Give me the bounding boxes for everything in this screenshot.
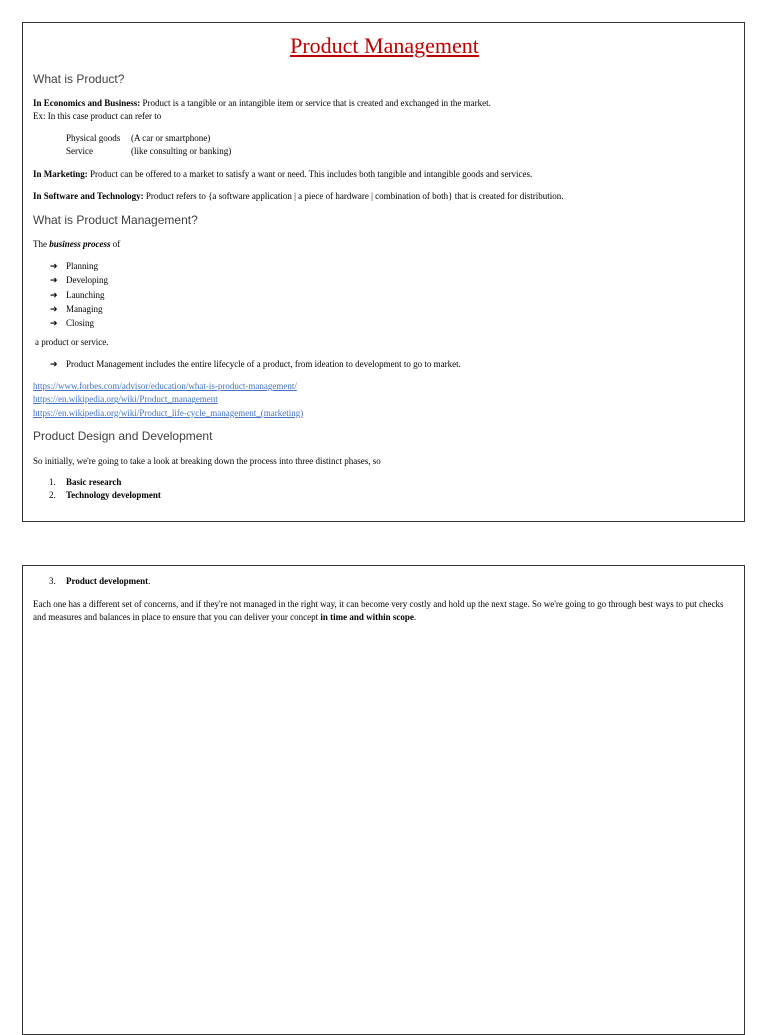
document-title: Product Management <box>290 33 479 58</box>
list-number: 1. <box>49 477 56 487</box>
right-arrow-icon: ➔ <box>50 304 58 315</box>
goods-desc: (A car or smartphone) <box>131 133 211 143</box>
marketing-text: Product can be offered to a market to satisfy a want or need. This includes both tangible and intangible goods and services. <box>87 169 533 179</box>
goods-term: Physical goods <box>66 133 121 143</box>
list-item <box>50 317 108 331</box>
goods-list <box>66 132 231 159</box>
list-item <box>50 289 108 303</box>
pm-note <box>50 358 461 372</box>
phase-end: . <box>148 576 151 586</box>
list-item <box>49 575 150 588</box>
economics-text: Product is a tangible or an intangible item or service that is created and exchanged in the market. <box>140 98 491 108</box>
right-arrow-icon: ➔ <box>50 290 58 301</box>
concerns-bold: in time and within scope <box>320 612 414 623</box>
goods-item <box>66 145 231 158</box>
marketing-label: In Marketing: <box>33 169 88 179</box>
process-step: Closing <box>66 318 95 329</box>
paragraph-marketing <box>33 168 532 181</box>
product-or-service-text: a product or service. <box>35 337 109 347</box>
list-number: 3. <box>49 576 56 586</box>
process-step: Managing <box>66 303 103 314</box>
goods-term: Service <box>66 146 93 157</box>
software-text: Product refers to {a software application | a piece of hardware | combination of both} that is created for distribution. <box>143 191 564 201</box>
concerns-paragraph <box>33 598 738 625</box>
intro-paragraph: So initially, we're going to take a look at breaking down the process into three distinct phases, so <box>33 456 381 466</box>
list-item <box>49 489 161 502</box>
heading-what-is-product: What is Product? <box>33 72 125 86</box>
paragraph-economics <box>33 97 491 124</box>
document-page-1 <box>22 22 745 522</box>
list-item <box>50 260 108 274</box>
of-text: of <box>110 239 121 249</box>
paragraph-software <box>33 190 563 203</box>
document-page-2 <box>22 565 745 1035</box>
software-label: In Software and Technology: <box>33 191 144 201</box>
business-process-text: business process <box>49 239 111 249</box>
list-item <box>50 274 108 288</box>
list-item <box>49 476 161 489</box>
heading-product-design: Product Design and Development <box>33 429 213 443</box>
right-arrow-icon: ➔ <box>50 319 58 330</box>
paragraph-business-process <box>33 238 120 251</box>
concerns-end: . <box>413 612 417 623</box>
process-step: Launching <box>66 289 105 300</box>
phase-label: Basic research <box>66 477 122 487</box>
heading-what-is-pm: What is Product Management? <box>33 213 198 227</box>
concerns-text: Each one has a different set of concerns, and if they're not managed in the right way, it can become very costly and hold up the next stage. So we're going to go through best ways to put checks and measures and balances in place to ensure that you can deliver your concept <box>33 599 724 623</box>
list-number: 2. <box>49 490 56 501</box>
right-arrow-icon: ➔ <box>50 360 58 370</box>
process-step: Developing <box>66 275 108 286</box>
list-item <box>50 303 108 317</box>
goods-item <box>66 132 231 145</box>
reference-link-wikipedia-plm[interactable]: https://en.wikipedia.org/wiki/Product_life-cycle_management_(marketing) <box>33 407 304 418</box>
right-arrow-icon: ➔ <box>50 262 58 272</box>
phase-label: Technology development <box>66 490 161 501</box>
reference-link-forbes[interactable]: https://www.forbes.com/advisor/education/what-is-product-management/ <box>33 381 297 391</box>
phases-list <box>49 476 161 503</box>
goods-desc: (like consulting or banking) <box>131 146 232 157</box>
process-steps-list <box>50 260 108 331</box>
economics-label: In Economics and Business: <box>33 98 141 108</box>
process-step: Planning <box>66 261 99 271</box>
reference-links <box>33 380 303 420</box>
the-text: The <box>33 239 50 249</box>
reference-link-wikipedia-pm[interactable]: https://en.wikipedia.org/wiki/Product_management <box>33 394 218 405</box>
example-text: Ex: In this case product can refer to <box>33 111 162 122</box>
phase-label: Product development <box>66 576 149 586</box>
right-arrow-icon: ➔ <box>50 276 58 287</box>
pm-note-text: Product Management includes the entire lifecycle of a product, from ideation to development to go to market. <box>66 359 461 369</box>
